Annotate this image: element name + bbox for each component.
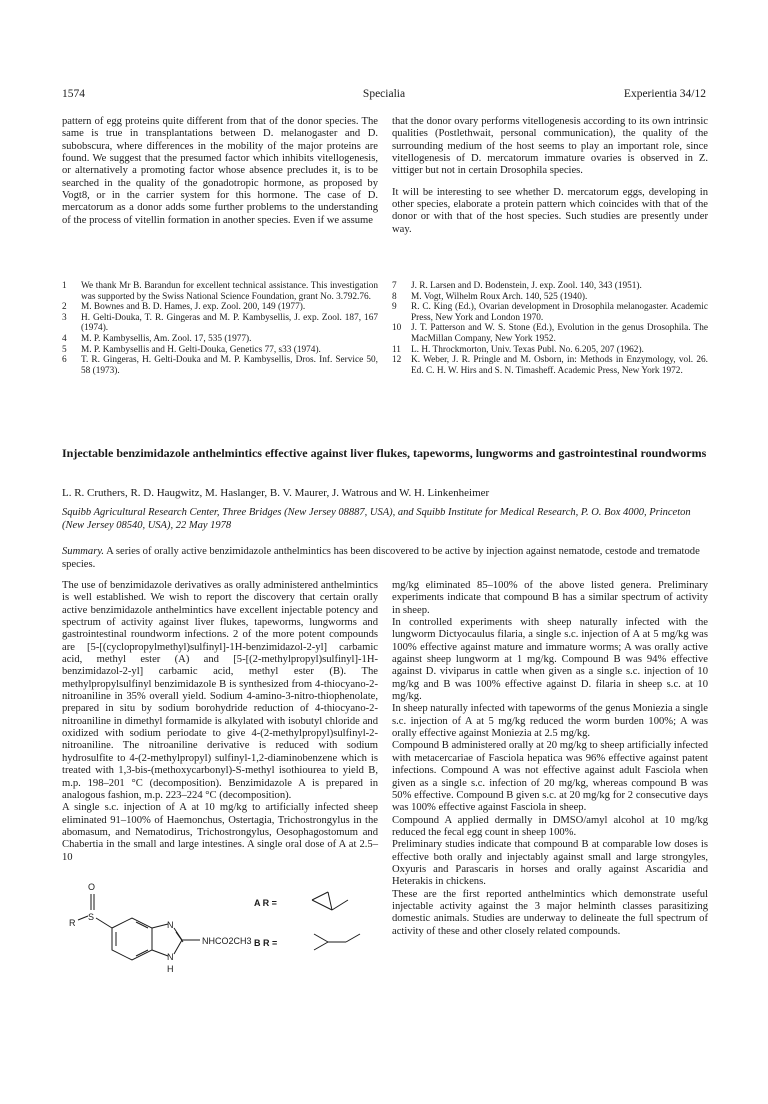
body-paragraph: In sheep naturally infected with tapeworms of the genus Moniezia a single s.c. injection of A at 5 mg/kg reduced the worm burden 100%; A was orally effective against Moniezia at 2.5 mg/kg. [392, 703, 708, 740]
atom-nitrogen-1: N [167, 920, 174, 930]
footnote: 6 T. R. Gingeras, H. Gelti-Douka and M. P. Kambysellis, Dros. Inf. Service 50, 58 (1973). [62, 355, 378, 376]
benzimidazole-structure-figure [66, 880, 376, 1020]
article-authors: L. R. Cruthers, R. D. Haugwitz, M. Haslanger, B. V. Maurer, J. Watrous and W. H. Linkenheimer [62, 487, 490, 499]
continuation-paragraph: It will be interesting to see whether D. mercatorum eggs, developing in other species, elaborate a protein pattern which coincides with that of the donor or with that of the host species. Such studies are presently under way. [392, 186, 708, 235]
body-paragraph: These are the first reported anthelmintics which demonstrate useful injectable activity against the 3 major helminth classes parasitizing domestic animals. Studies are underway to delineate the full spectrum of activity of these and other closely related compounds. [392, 888, 708, 937]
article-title: Injectable benzimidazole anthelmintics effective against liver flukes, tapeworms, lungworms and gastrointestinal roundworms [62, 446, 707, 460]
footnote: 8 M. Vogt, Wilhelm Roux Arch. 140, 525 (1940). [392, 291, 588, 302]
footnote: 10 J. T. Patterson and W. S. Stone (Ed.), Evolution in the genus Drosophila. The MacMillan Company, New York 1952. [392, 323, 708, 344]
continuation-column-right [392, 116, 708, 236]
article-body-right [392, 580, 708, 938]
footnote: 7 J. R. Larsen and D. Bodenstein, J. exp. Zool. 140, 343 (1951). [392, 281, 642, 291]
atom-nitrogen-2: N [167, 952, 174, 962]
footnote: 5 M. P. Kambysellis and H. Gelti-Douka, Genetics 77, s33 (1974). [62, 344, 321, 355]
footnotes-right [392, 281, 708, 376]
summary-label: Summary. [62, 546, 105, 557]
body-paragraph: Preliminary studies indicate that compound B at comparable low doses is effective both orally and injectably against small and large strongyles, Oxyuris and Parascaris in horses and orally against Ascaridia and Heterakis in chickens. [392, 839, 708, 888]
body-paragraph: The use of benzimidazole derivatives as orally administered anthelmintics is well established. We wish to report the discovery that certain orally active benzimidazole anthelmintics have excellent injectable potency and spectrum of activity against liver flukes, tapeworms, lungworms and gastrointestinal roundworm infections. 2 of the more potent compounds are [5-[(cyclopropylmethyl)sulfinyl]-1H-benzimidazol-2-yl] carbamic acid, methyl ester (A) and [5-[(2-methylpropyl)sulfinyl]-1H-benzimidazol-2-yl] carbamic acid, methyl ester (B). The methylpropylsulfinyl benzimidazole B is synthesized from 4-thiocyano-2-nitroaniline in 35% overall yield. Sodium 4-amino-3-nitro-thiophenolate, prepared in situ by sodium borohydride reduction of 4-thiocyano-2-nitroaniline in dimethyl formamide is alkylated with isobutyl chloride and oxidized with sodium periodate to give 4-(2-methylpropyl)sulfinyl-2-nitroaniline. The nitroaniline derivative is reduced with sodium hydrosulfite to 4-(2-methylpropyl) sulfinyl-1,2-diaminobenzene which is treated with 1,3-bis-(methoxycarbonyl)-S-methyl isothiourea to yield B, m.p. 198–201 °C (decomposition). Benzimidazole A is prepared in analogous fashion, m.p. 223–224 °C (decomposition). [62, 580, 378, 801]
footnote: 4 M. P. Kambysellis, Am. Zool. 17, 535 (1977). [62, 333, 252, 344]
atom-hydrogen: H [167, 964, 174, 974]
r-group-a-label: A R = [254, 898, 277, 908]
body-paragraph: Compound A applied dermally in DMSO/amyl alcohol at 10 mg/kg reduced the fecal egg count in sheep 100%. [392, 814, 708, 838]
article-summary [62, 545, 708, 571]
continuation-paragraph-left: pattern of egg proteins quite different from that of the donor species. The same is true in transplantations between D. melanogaster and D. subobscura, where differences in the mobility of the major proteins are found. We suggest that the presumed factor which inhibits vitellogenesis, or alternatively a promoting factor whose absence precludes it, is to be searched in the quality of the gonadotropic hormone, as proposed by Vogt8, or in the carrier system for this hormone. The case of D. mercatorum as a donor adds some further problems to the understanding of the process of vitellin formation in another species. Even if we assume [62, 116, 378, 226]
atom-r-group: R [69, 918, 76, 928]
substituent-label: NHCO2CH3 [202, 936, 252, 946]
footnote: 9 R. C. King (Ed.), Ovarian development in Drosophila melanogaster. Academic Press, New York and London 1970. [392, 302, 708, 323]
article-affiliation: Squibb Agricultural Research Center, Three Bridges (New Jersey 08887, USA), and Squibb Institute for Medical Research, P. O. Box 4000, Princeton (New Jersey 08540, USA), 22 May 1978 [62, 507, 691, 531]
summary-text: A series of orally active benzimidazole anthelmintics has been discovered to be active by injection against nematode, cestode and trematode species. [62, 546, 700, 570]
r-group-b-label: B R = [254, 938, 278, 948]
page-number: 1574 [62, 88, 85, 100]
article-body-left [62, 580, 378, 864]
footnote: 3 H. Gelti-Douka, T. R. Gingeras and M. P. Kambysellis, J. exp. Zool. 187, 167 (1974). [62, 312, 378, 334]
journal-section: Specialia [362, 88, 406, 100]
body-paragraph: Compound B administered orally at 20 mg/kg to sheep artificially infected with metacercariae of Fasciola hepatica was 96% effective against patent infections. Compound A was not effective against adult Fasciola when given as a single s.c. infection of 20 mg/kg, whereas compound B was 50% effective. Compound B given s.c. at 20 mg/kg for 2 consecutive days was 100% effective against Fasciola in sheep. [392, 740, 708, 814]
footnote: 11 L. H. Throckmorton, Univ. Texas Publ. No. 6.205, 207 (1962). [392, 344, 644, 355]
body-paragraph: mg/kg eliminated 85–100% of the above listed genera. Preliminary experiments indicate that compound B has a similar spectrum of activity in sheep. [392, 580, 708, 616]
footnote: 2 M. Bownes and B. D. Hames, J. exp. Zool. 200, 149 (1977). [62, 302, 306, 313]
body-paragraph: A single s.c. injection of A at 10 mg/kg to artificially infected sheep eliminated 91–100% of Haemonchus, Ostertagia, Trichostrongylus in the abomasum, and Nematodirus, Trichostrongylus, Oesophagostomum and Chabertia in the small and large intestines. A single oral dose of A at 2.5–10 [62, 802, 378, 863]
continuation-paragraph: that the donor ovary performs vitellogenesis according to its own intrinsic qualities (Postlethwait, personal communication), the quality of the surrounding medium of the host seems to play an important role, since vitellogenesis of D. mercatorum immature ovaries is observed in Z. vittiger but not in certain Drosophila species. [392, 116, 708, 177]
footnotes-left [62, 281, 378, 376]
atom-sulfur: S [88, 912, 95, 922]
footnote: 1 We thank Mr B. Barandun for excellent technical assistance. This investigation was supported by the Swiss National Science Foundation, grant No. 3.792.76. [62, 281, 378, 302]
body-paragraph: In controlled experiments with sheep naturally infected with the lungworm Dictyocaulus filaria, a single s.c. injection of A at 5 mg/kg was 100% effective against mature and immature worms; A was orally active against sheep lungworm at 1 mg/kg. Compound B was 94% effective against D. viviparus in cattle when given as a single s.c. injection of 10 mg/kg and B was 100% effective against D. filaria in sheep s.c. at 10 mg/kg. [392, 617, 708, 703]
atom-oxygen: O [88, 882, 96, 892]
issue-label: Experientia 34/12 [623, 88, 706, 100]
footnote: 12 K. Weber, J. R. Pringle and M. Osborn, in: Methods in Enzymology, vol. 26. Ed. C. H. W. Hirs and S. N. Timasheff. Academic Press, New York 1972. [392, 355, 708, 376]
